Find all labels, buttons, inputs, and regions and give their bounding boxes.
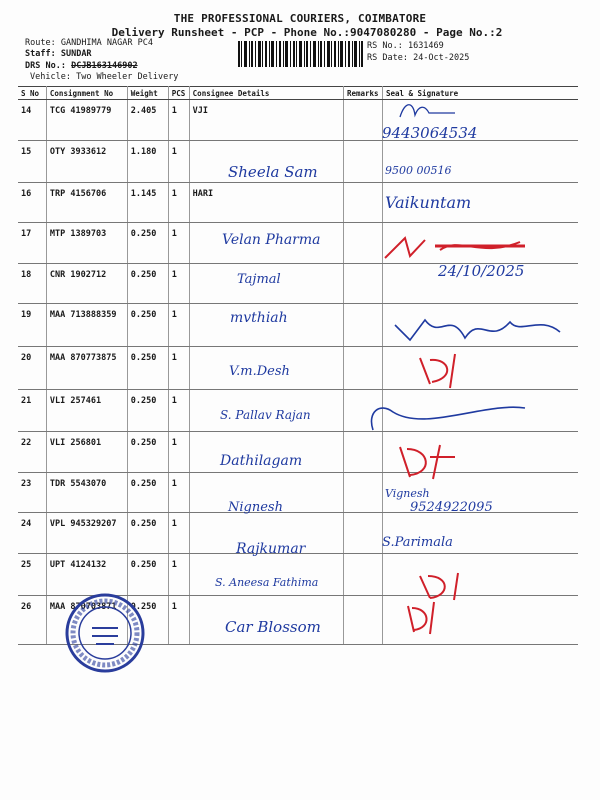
table-row: [18, 432, 578, 473]
row-pcs: 1: [168, 223, 189, 264]
hw-r23-sig: Vignesh: [385, 487, 430, 500]
row-consignment-no: CNR 1902712: [46, 264, 127, 304]
table-row: [18, 264, 578, 304]
table-row: [18, 304, 578, 347]
row-sno: 24: [18, 513, 46, 554]
row-signature: [382, 183, 578, 223]
row-consignee-details: [189, 347, 343, 390]
hw-r23-name: Nignesh: [228, 500, 283, 515]
hw-r25-name: S. Aneesa Fathima: [215, 576, 319, 589]
staff-label: Staff:: [25, 49, 56, 59]
row-weight: 1.145: [127, 183, 168, 223]
row-consignment-no: UPT 4124132: [46, 554, 127, 596]
row-consignment-no: OTY 3933612: [46, 141, 127, 183]
rs-no-value: 1631469: [407, 41, 444, 51]
row-consignment-no: TDR 5543070: [46, 473, 127, 513]
row-remarks: [343, 554, 382, 596]
row-sno: 15: [18, 141, 46, 183]
row-remarks: [343, 183, 382, 223]
col-consignee: Consignee Details: [189, 87, 343, 100]
row-pcs: 1: [168, 304, 189, 347]
col-pcs: PCS: [168, 87, 189, 100]
rs-no-line: [367, 41, 444, 51]
hw-r22-name: Dathilagam: [220, 453, 303, 469]
row-weight: 0.250: [127, 304, 168, 347]
runsheet-subtitle: Delivery Runsheet - PCP - Phone No.:9047080280 - Page No.:2: [111, 26, 503, 39]
runsheet-table: [18, 86, 578, 645]
table-row: [18, 390, 578, 432]
row-weight: 0.250: [127, 513, 168, 554]
drs-label: DRS No.:: [25, 61, 66, 71]
hw-r24-name: Rajkumar: [236, 541, 306, 557]
row-sno: 20: [18, 347, 46, 390]
rs-no-label: RS No.:: [367, 41, 403, 51]
row-consignment-no: TRP 4156706: [46, 183, 127, 223]
row-weight: 1.180: [127, 141, 168, 183]
col-remarks: Remarks: [343, 87, 382, 100]
vehicle-line: [30, 72, 178, 82]
vehicle-label: Vehicle:: [30, 72, 71, 82]
row-consignee-details: [189, 513, 343, 554]
row-pcs: 1: [168, 596, 189, 645]
row-signature: [382, 304, 578, 347]
row-consignee-details: [189, 141, 343, 183]
row-signature: [382, 390, 578, 432]
vehicle-value: Two Wheeler Delivery: [76, 72, 179, 82]
staff-value: SUNDAR: [60, 49, 92, 59]
row-consignee-details: [189, 473, 343, 513]
table-row: [18, 100, 578, 141]
route-value: GANDHIMA NAGAR PC4: [60, 38, 153, 48]
row-remarks: [343, 264, 382, 304]
barcode-icon: [238, 41, 363, 67]
hw-r23-phone: 9524922095: [410, 500, 493, 515]
row-consignee-details: [189, 554, 343, 596]
drs-value: DCJB163146902: [71, 61, 138, 71]
row-signature: [382, 554, 578, 596]
row-consignee-details: VJI: [189, 100, 343, 141]
table-body: [18, 100, 578, 645]
row-weight: 2.405: [127, 100, 168, 141]
row-consignee-details: [189, 223, 343, 264]
hw-r15-name: Sheela Sam: [228, 163, 318, 181]
row-remarks: [343, 596, 382, 645]
row-pcs: 1: [168, 347, 189, 390]
row-sno: 21: [18, 390, 46, 432]
col-signature: Seal & Signature: [382, 87, 578, 100]
row-pcs: 1: [168, 473, 189, 513]
row-signature: [382, 473, 578, 513]
row-sno: 18: [18, 264, 46, 304]
row-consignment-no: VPL 945329207: [46, 513, 127, 554]
row-pcs: 1: [168, 513, 189, 554]
table-row: [18, 473, 578, 513]
row-weight: 0.250: [127, 347, 168, 390]
row-sno: 19: [18, 304, 46, 347]
row-weight: 0.250: [127, 554, 168, 596]
row-remarks: [343, 390, 382, 432]
hw-r24-sig: S.Parimala: [382, 535, 453, 550]
row-consignment-no: VLI 256801: [46, 432, 127, 473]
row-remarks: [343, 141, 382, 183]
hw-r16-sig: Vaikuntam: [385, 193, 472, 212]
row-consignee-details: [189, 596, 343, 645]
hw-r18-date: 24/10/2025: [438, 262, 525, 280]
hw-r26-name: Car Blossom: [225, 618, 321, 636]
row-consignee-details: [189, 264, 343, 304]
row-sno: 22: [18, 432, 46, 473]
drs-line: [25, 61, 138, 71]
table-row: [18, 141, 578, 183]
row-consignment-no: MTP 1389703: [46, 223, 127, 264]
row-pcs: 1: [168, 554, 189, 596]
row-remarks: [343, 304, 382, 347]
hw-r19-name: mvthiah: [230, 310, 288, 326]
row-signature: [382, 596, 578, 645]
route-line: [25, 38, 153, 48]
row-pcs: 1: [168, 390, 189, 432]
hw-r14-phone: 9443064534: [382, 124, 478, 142]
row-remarks: [343, 223, 382, 264]
table-row: [18, 347, 578, 390]
row-remarks: [343, 100, 382, 141]
table-row: [18, 513, 578, 554]
row-remarks: [343, 347, 382, 390]
col-sno: S No: [18, 87, 46, 100]
row-signature: [382, 100, 578, 141]
row-signature: [382, 432, 578, 473]
row-sno: 25: [18, 554, 46, 596]
row-signature: [382, 223, 578, 264]
row-consignee-details: [189, 432, 343, 473]
row-weight: 0.250: [127, 223, 168, 264]
row-signature: [382, 513, 578, 554]
rs-date-value: 24-Oct-2025: [413, 53, 470, 63]
row-consignment-no: VLI 257461: [46, 390, 127, 432]
row-pcs: 1: [168, 432, 189, 473]
table-header-row: [18, 87, 578, 100]
hw-r20-name: V.m.Desh: [229, 364, 290, 379]
row-remarks: [343, 473, 382, 513]
row-weight: 0.250: [127, 432, 168, 473]
table-row: [18, 183, 578, 223]
hw-r15-phone: 9500 00516: [385, 164, 452, 177]
row-pcs: 1: [168, 100, 189, 141]
row-sno: 26: [18, 596, 46, 645]
row-consignment-no: MAA 870773875: [46, 347, 127, 390]
row-weight: 0.250: [127, 264, 168, 304]
row-consignee-details: [189, 304, 343, 347]
rs-date-line: [367, 53, 469, 63]
row-consignment-no: MAA 870703871: [46, 596, 127, 645]
row-weight: 0.250: [127, 473, 168, 513]
row-pcs: 1: [168, 264, 189, 304]
row-weight: 0.250: [127, 596, 168, 645]
row-sno: 23: [18, 473, 46, 513]
hw-r17-name: Velan Pharma: [222, 232, 321, 248]
row-remarks: [343, 432, 382, 473]
row-remarks: [343, 513, 382, 554]
table-row: [18, 554, 578, 596]
hw-r21-name: S. Pallav Rajan: [220, 408, 311, 422]
row-consignee-details: HARI: [189, 183, 343, 223]
staff-line: [25, 49, 92, 59]
row-consignment-no: MAA 713888359: [46, 304, 127, 347]
row-sno: 14: [18, 100, 46, 141]
row-sno: 17: [18, 223, 46, 264]
row-signature: [382, 264, 578, 304]
col-consignment: Consignment No: [46, 87, 127, 100]
table-row: [18, 223, 578, 264]
row-signature: [382, 141, 578, 183]
row-weight: 0.250: [127, 390, 168, 432]
row-consignment-no: TCG 41989779: [46, 100, 127, 141]
hw-r18-name: Tajmal: [237, 272, 281, 287]
row-signature: [382, 347, 578, 390]
row-pcs: 1: [168, 183, 189, 223]
route-label: Route:: [25, 38, 56, 48]
company-title: THE PROFESSIONAL COURIERS, COIMBATORE: [173, 12, 427, 25]
rs-date-label: RS Date:: [367, 53, 408, 63]
row-sno: 16: [18, 183, 46, 223]
col-weight: Weight: [127, 87, 168, 100]
office-stamp-icon: [64, 592, 146, 674]
row-consignee-details: [189, 390, 343, 432]
row-pcs: 1: [168, 141, 189, 183]
